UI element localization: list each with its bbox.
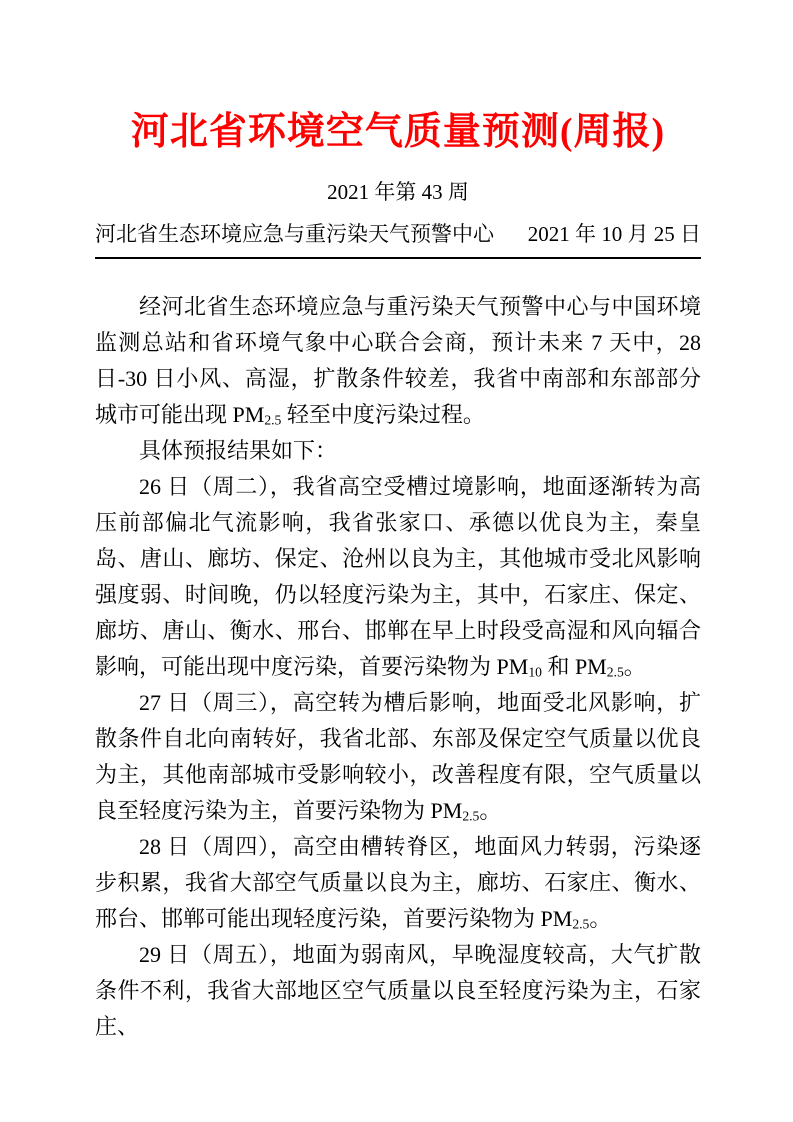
day29-text: 29 日（周五），地面为弱南风，早晚湿度较高，大气扩散条件不利，我省大部地区空气质量以良至轻度污染为主，石家庄、 xyxy=(95,942,701,1039)
report-date: 2021 年 10 月 25 日 xyxy=(527,222,701,246)
paragraph-intro xyxy=(95,289,701,433)
intro-text-tail: 轻至中度污染过程。 xyxy=(281,402,485,427)
week-subtitle: 2021 年第 43 周 xyxy=(327,180,469,204)
day26-text-mid: 和 PM xyxy=(541,654,607,679)
day28-text-tail: 。 xyxy=(589,906,612,931)
pm25-subscript: 2.5 xyxy=(462,808,480,824)
day28-text: 28 日（周四），高空由槽转脊区，地面风力转弱，污染逐步积累，我省大部空气质量以良为主，廊坊、石家庄、衡水、邢台、邯郸可能出现轻度污染，首要污染物为 PM xyxy=(95,834,701,931)
byline xyxy=(95,220,701,248)
day27-text-tail: 。 xyxy=(479,798,502,823)
pm25-subscript: 2.5 xyxy=(572,916,590,932)
pm25-subscript: 2.5 xyxy=(606,664,624,680)
document-body xyxy=(95,289,701,1045)
day26-text-tail: 。 xyxy=(623,654,646,679)
organization-name: 河北省生态环境应急与重污染天气预警中心 xyxy=(95,222,494,246)
day26-text: 26 日（周二），我省高空受槽过境影响，地面逐渐转为高压前部偏北气流影响，我省张家口、承德以优良为主，秦皇岛、唐山、廊坊、保定、沧州以良为主，其他城市受北风影响强度弱、时间晚，仍以轻度污染为主，其中，石家庄、保定、廊坊、唐山、衡水、邢台、邯郸在早上时段受高湿和风向辐合影响，可能出现中度污染，首要污染物为 PM xyxy=(95,474,701,679)
paragraph-lead: 具体预报结果如下： xyxy=(139,438,338,463)
divider-line xyxy=(95,257,701,259)
paragraph-day26 xyxy=(95,469,701,685)
paragraph-day29 xyxy=(95,937,701,1045)
paragraph-day28 xyxy=(95,829,701,937)
intro-text: 经河北省生态环境应急与重污染天气预警中心与中国环境监测总站和省环境气象中心联合会商，预计未来 7 天中，28 日-30 日小风、高湿，扩散条件较差，我省中南部和东部部分城市可能出现 PM xyxy=(95,294,701,427)
pm25-subscript: 2.5 xyxy=(264,412,282,428)
day27-text: 27 日（周三），高空转为槽后影响，地面受北风影响，扩散条件自北向南转好，我省北部、东部及保定空气质量以优良为主，其他南部城市受影响较小，改善程度有限，空气质量以良至轻度污染为主，首要污染物为 PM xyxy=(95,690,701,823)
paragraph-day27 xyxy=(95,685,701,829)
pm10-subscript: 10 xyxy=(528,664,542,680)
document-title: 河北省环境空气质量预测(周报) xyxy=(130,111,666,153)
